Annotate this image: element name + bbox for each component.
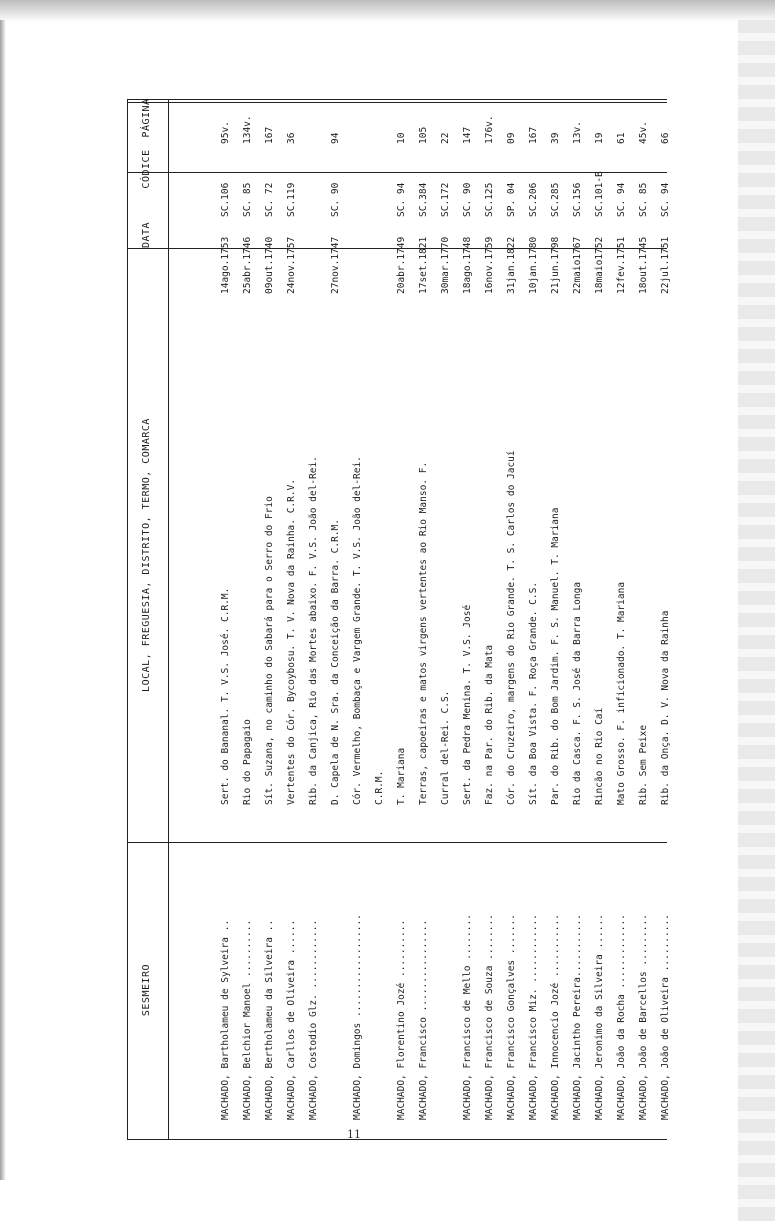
header-data: DATA xyxy=(141,221,152,249)
sesmeiro-cell: MACHADO, João de Oliveira .......... xyxy=(660,914,671,1120)
sesmeiro-cell: MACHADO, Jacintho Pereira........... xyxy=(572,914,583,1120)
local-cell: Sert. do Bananal. T. V.S. José. C.R.M. xyxy=(220,587,231,805)
codice-cell: SC.106 xyxy=(220,182,231,217)
codice-cell: SC. 85 xyxy=(638,182,649,217)
scan-left-edge xyxy=(0,20,6,1180)
local-cell: Rib. Sem Peixe xyxy=(638,724,649,805)
sesmeiro-cell: MACHADO, Carllos de Oliveira ...... xyxy=(286,919,297,1120)
header-codice: CÓDICE xyxy=(141,149,152,189)
local-cell: Rio do Papagaio xyxy=(242,719,253,805)
local-cell: Vertentes do Cór. Bycoybosu. T. V. Nova da Rainha. C.R.V. xyxy=(286,478,297,805)
local-cell: Faz. na Par. do Rib. da Mata xyxy=(484,644,495,805)
local-cell: D. Capela de N. Sra. da Conceição da Barra. C.R.M. xyxy=(330,519,341,805)
codice-cell: SC. 94 xyxy=(616,182,627,217)
sesmeiro-cell: MACHADO, João de Barcellos ......... xyxy=(638,914,649,1120)
table-row xyxy=(524,99,546,1140)
data-cell: 17set.1821 xyxy=(418,236,429,294)
data-cell: 21jun.1798 xyxy=(550,236,561,294)
table-row xyxy=(414,99,436,1140)
codice-cell: SC.285 xyxy=(550,182,561,217)
data-cell: 18maio1752 xyxy=(594,236,605,294)
local-cell: Mato Grosso. F. inficionado. T. Mariana xyxy=(616,581,627,805)
table-row xyxy=(458,99,480,1140)
codice-cell: SC. 94 xyxy=(660,182,671,217)
codice-cell: SC.119 xyxy=(286,182,297,217)
sesmeiro-cell: MACHADO, Belchior Manoel .......... xyxy=(242,919,253,1120)
data-cell: 27nov.1747 xyxy=(330,236,341,294)
local-cell: Sít. Suzana, no caminho do Sabará para o Serro do Frio xyxy=(264,496,275,805)
data-cell: 09out.1740 xyxy=(264,236,275,294)
pagina-cell: 13v. xyxy=(572,121,583,144)
header-sesmeiro: SESMEIRO xyxy=(141,963,152,1017)
pagina-cell: 45v. xyxy=(638,121,649,144)
table-row xyxy=(304,99,326,1140)
pagina-cell: 167 xyxy=(264,126,275,144)
page-number: 11 xyxy=(347,1128,361,1141)
local-cell: T. Mariana xyxy=(396,747,407,805)
data-cell: 14ago.1753 xyxy=(220,236,231,294)
table-row xyxy=(546,99,568,1140)
table-row xyxy=(634,99,656,1140)
table-row xyxy=(260,99,282,1140)
sesmeiro-cell: MACHADO, Innocencio Jozé ........... xyxy=(550,914,561,1120)
pagina-cell: 22 xyxy=(440,132,451,144)
table-row xyxy=(656,99,678,1140)
table-row xyxy=(370,99,392,1140)
table-row xyxy=(392,99,414,1140)
pagina-cell: 10 xyxy=(396,132,407,144)
pagina-cell: 39 xyxy=(550,132,561,144)
table-row xyxy=(282,99,304,1140)
table-row xyxy=(568,99,590,1140)
pagina-cell: 61 xyxy=(616,132,627,144)
local-cell: Cór. Vermelho, Bombaça e Vargem Grande. T. V.S. João del-Rei. xyxy=(352,456,363,805)
pagina-cell: 94 xyxy=(330,132,341,144)
pagina-cell: 167 xyxy=(528,126,539,144)
codice-cell: SC.125 xyxy=(484,182,495,217)
codice-cell: SC. 94 xyxy=(396,182,407,217)
sesmeiro-cell: MACHADO, João da Rocha ............. xyxy=(616,914,627,1120)
sesmeiro-cell: MACHADO, Francisco Miz. ............ xyxy=(528,914,539,1120)
data-cell: 31jan.1822 xyxy=(506,236,517,294)
pagina-cell: 147 xyxy=(462,126,473,144)
sesmeiro-cell: MACHADO, Costodio Glz. ............ xyxy=(308,919,319,1120)
local-cell: Rincão no Rio Caí xyxy=(594,707,605,805)
local-cell: Curral del-Rei. C.S. xyxy=(440,690,451,805)
table-row xyxy=(480,99,502,1140)
sesmeiro-cell: MACHADO, Bartholameu de Sylveira .. xyxy=(220,919,231,1120)
table-row xyxy=(612,99,634,1140)
rotated-table xyxy=(127,98,671,1140)
pagina-cell: 134v. xyxy=(242,115,253,144)
data-cell: 24nov.1757 xyxy=(286,236,297,294)
codice-cell: SC.156 xyxy=(572,182,583,217)
table-row xyxy=(216,99,238,1140)
local-cell: C.R.M. xyxy=(374,770,385,805)
local-cell: Cór. do Cruzeiro, margens do Rio Grande. T. S. Carlos do Jacuí xyxy=(506,450,517,805)
codice-cell: SC. 90 xyxy=(462,182,473,217)
data-cell: 22jul.1751 xyxy=(660,236,671,294)
local-cell: Par. do Rib. do Bom Jardim. F. S. Manuel. T. Mariana xyxy=(550,507,561,805)
sesmeiro-cell: MACHADO, Francisco Gonçalves ....... xyxy=(506,914,517,1120)
codice-cell: SC.384 xyxy=(418,182,429,217)
pagina-cell: 09 xyxy=(506,132,517,144)
data-cell: 22maio1767 xyxy=(572,236,583,294)
codice-cell: SC.101-B xyxy=(594,171,605,217)
pagina-cell: 19 xyxy=(594,132,605,144)
pagina-cell: 66 xyxy=(660,132,671,144)
data-cell: 20abr.1749 xyxy=(396,236,407,294)
local-cell: Sert. da Pedra Menina. T. V.S. José xyxy=(462,604,473,805)
codice-cell: SC. 90 xyxy=(330,182,341,217)
data-cell: 18ago.1748 xyxy=(462,236,473,294)
codice-cell: SC. 72 xyxy=(264,182,275,217)
header-pagina: PÁGINA xyxy=(141,98,152,138)
scan-right-edge xyxy=(738,20,775,1221)
data-cell: 10jan.1780 xyxy=(528,236,539,294)
data-cell: 16nov.1759 xyxy=(484,236,495,294)
table-row xyxy=(436,99,458,1140)
codice-cell: SC.172 xyxy=(440,182,451,217)
table-row xyxy=(502,99,524,1140)
table-row xyxy=(326,99,348,1140)
local-cell: Rib. da Onça. D. V. Nova da Rainha xyxy=(660,610,671,805)
pagina-cell: 176v. xyxy=(484,115,495,144)
sesmeiro-cell: MACHADO, Francisco de Mello ........ xyxy=(462,914,473,1120)
pagina-cell: 95v. xyxy=(220,121,231,144)
local-cell: Terras, capoeiras e matos virgens vertentes ao Rio Manso. F. xyxy=(418,461,429,805)
sesmeiro-cell: MACHADO, Francisco de Souza ........ xyxy=(484,914,495,1120)
sesmeiro-cell: MACHADO, Florentino Jozé .......... xyxy=(396,919,407,1120)
local-cell: Rio da Casca. F. S. José da Barra Longa xyxy=(572,581,583,805)
local-cell: Rib. da Canjica, Rio das Mortes abaixo. F. V.S. João del-Rei. xyxy=(308,456,319,805)
table-row xyxy=(348,99,370,1140)
sesmeiro-cell: MACHADO, Domingos .................. xyxy=(352,914,363,1120)
pagina-cell: 36 xyxy=(286,132,297,144)
codice-cell: SC.206 xyxy=(528,182,539,217)
table-row xyxy=(590,99,612,1140)
data-cell: 30mar.1770 xyxy=(440,236,451,294)
sesmeiro-cell: MACHADO, Bertholameu da Silveira .. xyxy=(264,919,275,1120)
data-cell: 12fev.1751 xyxy=(616,236,627,294)
sesmeiro-cell: MACHADO, Francisco ................ xyxy=(418,919,429,1120)
header-local: LOCAL, FREGUESIA, DISTRITO, TERMO, COMARCA xyxy=(141,418,152,692)
data-cell: 25abr.1746 xyxy=(242,236,253,294)
table-row xyxy=(238,99,260,1140)
codice-cell: SC. 85 xyxy=(242,182,253,217)
codice-cell: SP. 04 xyxy=(506,182,517,217)
scan-top-edge xyxy=(0,0,775,22)
data-cell: 18out.1745 xyxy=(638,236,649,294)
pagina-cell: 105 xyxy=(418,126,429,144)
sesmeiro-cell: MACHADO, Jeronimo da Silveira ...... xyxy=(594,914,605,1120)
local-cell: Sít. da Boa Vista. F. Roça Grande. C.S. xyxy=(528,581,539,805)
